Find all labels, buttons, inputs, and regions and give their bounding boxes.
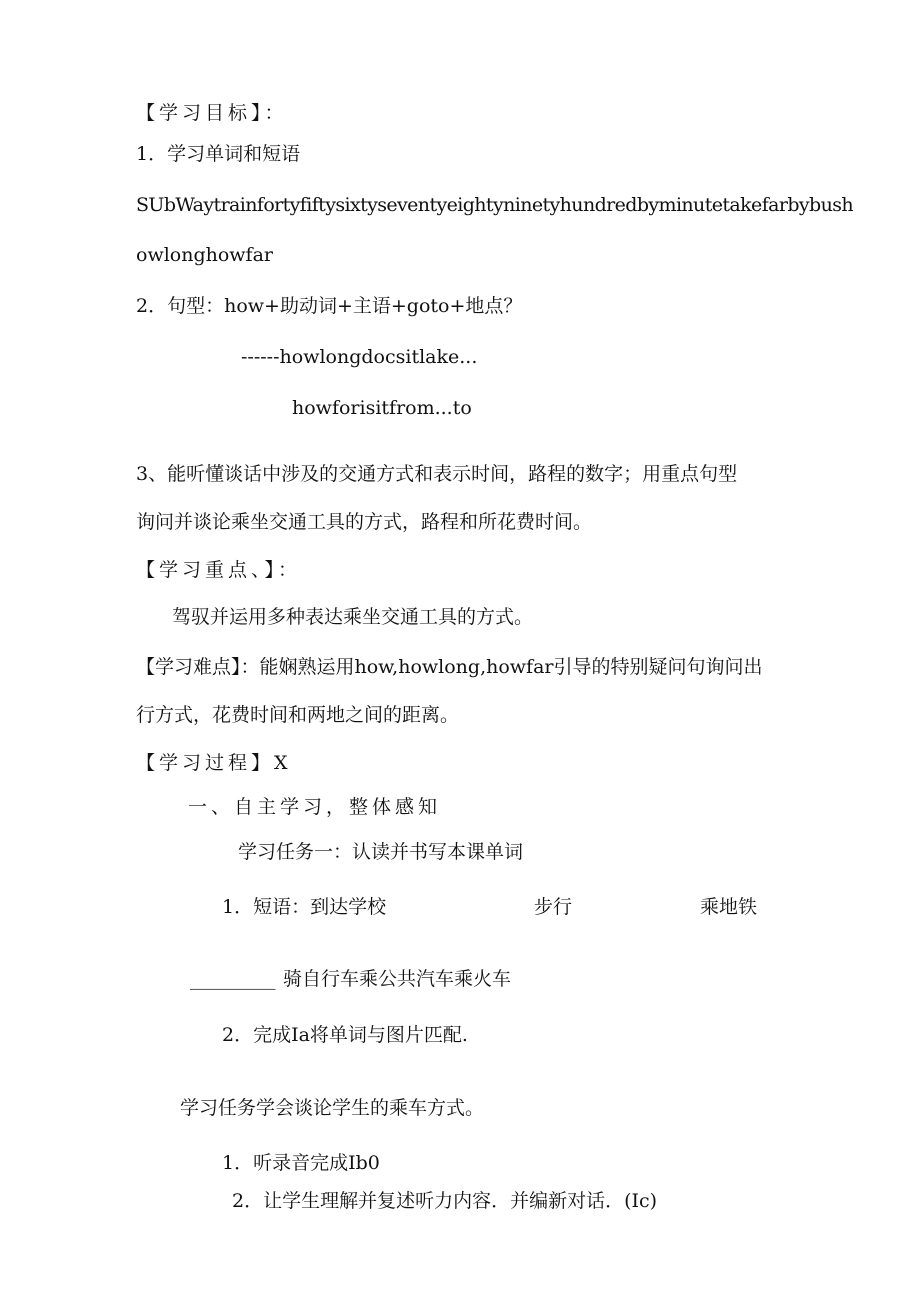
goal-item-3-line-1: 3、能听懂谈话中涉及的交通方式和表示时间，路程的数字；用重点句型	[136, 463, 738, 485]
task-1-heading: 学习任务一：认读并书写本课单词	[238, 841, 524, 863]
phrase-subway: 乘地铁	[700, 896, 758, 918]
goal-item-1: 1．学习单词和短语	[136, 143, 301, 165]
task-2-heading: 学习任务学会谈论学生的乘车方式。	[180, 1097, 485, 1119]
phrase-label: 1．短语：到达学校	[222, 896, 387, 918]
difficulty-line-1: 【学习难点】：能娴熟运用how,howlong,howfar引导的特别疑问句询问出	[136, 656, 763, 678]
goal-heading: 【学习目标】：	[136, 102, 288, 124]
goal-item-3-line-2: 询问并谈论乘坐交通工具的方式，路程和所花费时间。	[136, 511, 593, 533]
difficulty-line-2: 行方式，花费时间和两地之间的距离。	[136, 704, 460, 726]
sentence-pattern-2: howforisitfrom...to	[292, 397, 472, 419]
key-points-text: 驾驭并运用多种表达乘坐交通工具的方式。	[172, 606, 534, 628]
word-list-line-2: owlonghowfar	[136, 244, 273, 266]
listen-item-2: 2．让学生理解并复述听力内容．并编新对话．(Ic)	[232, 1190, 658, 1212]
key-points-heading: 【学习重点、】：	[136, 559, 302, 581]
sentence-pattern-1: ------howlongdocsitlake...	[241, 346, 478, 368]
phrase-walk: 步行	[534, 896, 573, 918]
word-list-line-1: SUbWaytrainfortyfiftysixtyseventyeightyninetyhundredbyminutetakefarbybush	[136, 194, 854, 216]
goal-item-2: 2．句型：how+助动词+主语+goto+地点？	[136, 295, 523, 317]
match-task: 2．完成Ia将单词与图片匹配.	[222, 1024, 468, 1046]
section-1-heading: 一、自主学习，整体感知	[188, 796, 442, 818]
phrase-transport: 骑自行车乘公共汽车乘火车	[283, 968, 512, 990]
listen-item-1: 1．听录音完成Ib0	[222, 1152, 380, 1174]
process-heading: 【学习过程】X	[136, 752, 292, 774]
phrase-blank: _________	[190, 968, 276, 990]
